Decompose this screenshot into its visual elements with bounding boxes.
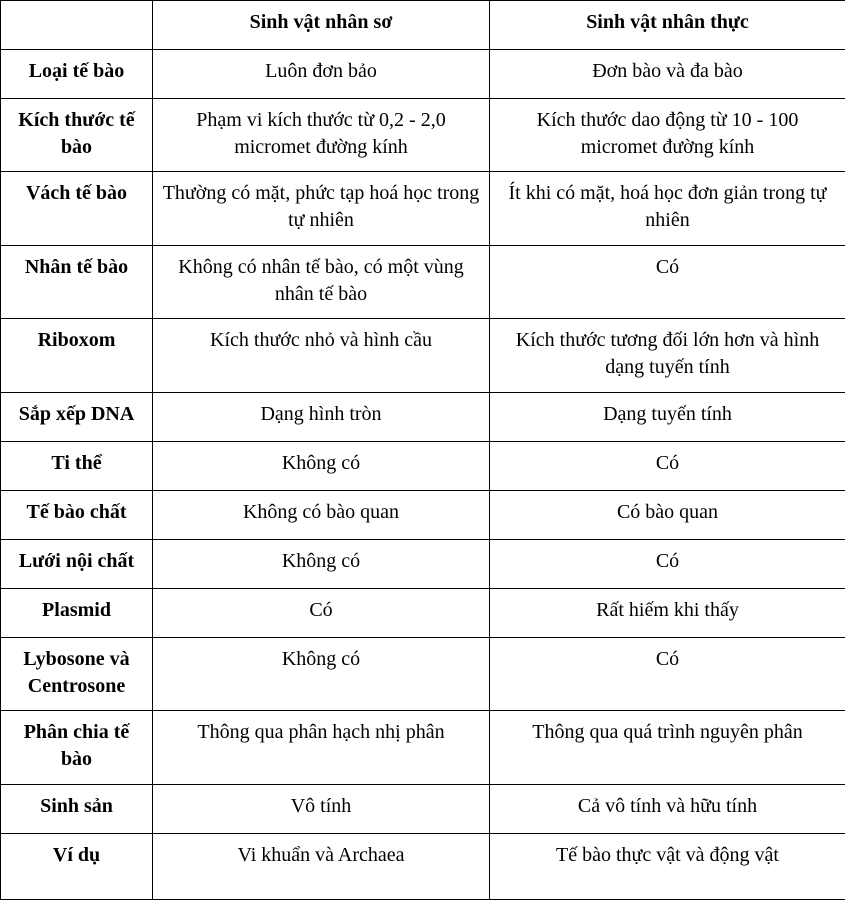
row-label: Nhân tế bào xyxy=(1,246,153,319)
prokaryote-cell: Dạng hình tròn xyxy=(153,393,490,442)
prokaryote-cell: Thông qua phân hạch nhị phân xyxy=(153,711,490,785)
eukaryote-cell: Ít khi có mặt, hoá học đơn giản trong tự nhiên xyxy=(490,172,845,246)
table-row xyxy=(1,638,845,711)
row-label: Ti thể xyxy=(1,442,153,491)
prokaryote-cell: Vi khuẩn và Archaea xyxy=(153,834,490,900)
eukaryote-cell: Tế bào thực vật và động vật xyxy=(490,834,845,900)
eukaryote-cell: Dạng tuyến tính xyxy=(490,393,845,442)
table-header-row xyxy=(1,1,845,50)
eukaryote-cell: Có bào quan xyxy=(490,491,845,540)
prokaryote-cell: Không có xyxy=(153,540,490,589)
eukaryote-cell: Cả vô tính và hữu tính xyxy=(490,785,845,834)
eukaryote-cell: Có xyxy=(490,246,845,319)
row-label: Lưới nội chất xyxy=(1,540,153,589)
row-label: Vách tế bào xyxy=(1,172,153,246)
row-label: Riboxom xyxy=(1,319,153,393)
table-row xyxy=(1,540,845,589)
row-label: Sinh sản xyxy=(1,785,153,834)
header-cell-eukaryote: Sinh vật nhân thực xyxy=(490,1,845,50)
prokaryote-cell: Vô tính xyxy=(153,785,490,834)
eukaryote-cell: Có xyxy=(490,638,845,711)
eukaryote-cell: Kích thước dao động từ 10 - 100 micromet đường kính xyxy=(490,99,845,172)
header-cell-feature xyxy=(1,1,153,50)
prokaryote-cell: Không có xyxy=(153,638,490,711)
row-label: Ví dụ xyxy=(1,834,153,900)
table-row xyxy=(1,50,845,99)
table-row xyxy=(1,491,845,540)
table-row xyxy=(1,319,845,393)
prokaryote-cell: Có xyxy=(153,589,490,638)
eukaryote-cell: Đơn bào và đa bào xyxy=(490,50,845,99)
row-label: Sắp xếp DNA xyxy=(1,393,153,442)
table-row xyxy=(1,834,845,900)
row-label: Loại tế bào xyxy=(1,50,153,99)
eukaryote-cell: Có xyxy=(490,442,845,491)
prokaryote-cell: Phạm vi kích thước từ 0,2 - 2,0 micromet đường kính xyxy=(153,99,490,172)
prokaryote-cell: Luôn đơn bảo xyxy=(153,50,490,99)
table-row xyxy=(1,99,845,172)
table-row xyxy=(1,172,845,246)
row-label: Tế bào chất xyxy=(1,491,153,540)
table-row xyxy=(1,393,845,442)
row-label: Kích thước tế bào xyxy=(1,99,153,172)
table-row xyxy=(1,785,845,834)
header-cell-prokaryote: Sinh vật nhân sơ xyxy=(153,1,490,50)
eukaryote-cell: Thông qua quá trình nguyên phân xyxy=(490,711,845,785)
eukaryote-cell: Có xyxy=(490,540,845,589)
prokaryote-cell: Không có nhân tế bào, có một vùng nhân tế bào xyxy=(153,246,490,319)
row-label: Phân chia tế bào xyxy=(1,711,153,785)
row-label: Plasmid xyxy=(1,589,153,638)
row-label: Lybosone và Centrosone xyxy=(1,638,153,711)
table-row xyxy=(1,442,845,491)
table-row xyxy=(1,246,845,319)
prokaryote-cell: Thường có mặt, phức tạp hoá học trong tự nhiên xyxy=(153,172,490,246)
table-row xyxy=(1,711,845,785)
prokaryote-cell: Không có xyxy=(153,442,490,491)
table-row xyxy=(1,589,845,638)
prokaryote-cell: Không có bào quan xyxy=(153,491,490,540)
eukaryote-cell: Rất hiếm khi thấy xyxy=(490,589,845,638)
prokaryote-cell: Kích thước nhỏ và hình cầu xyxy=(153,319,490,393)
eukaryote-cell: Kích thước tương đối lớn hơn và hình dạng tuyến tính xyxy=(490,319,845,393)
